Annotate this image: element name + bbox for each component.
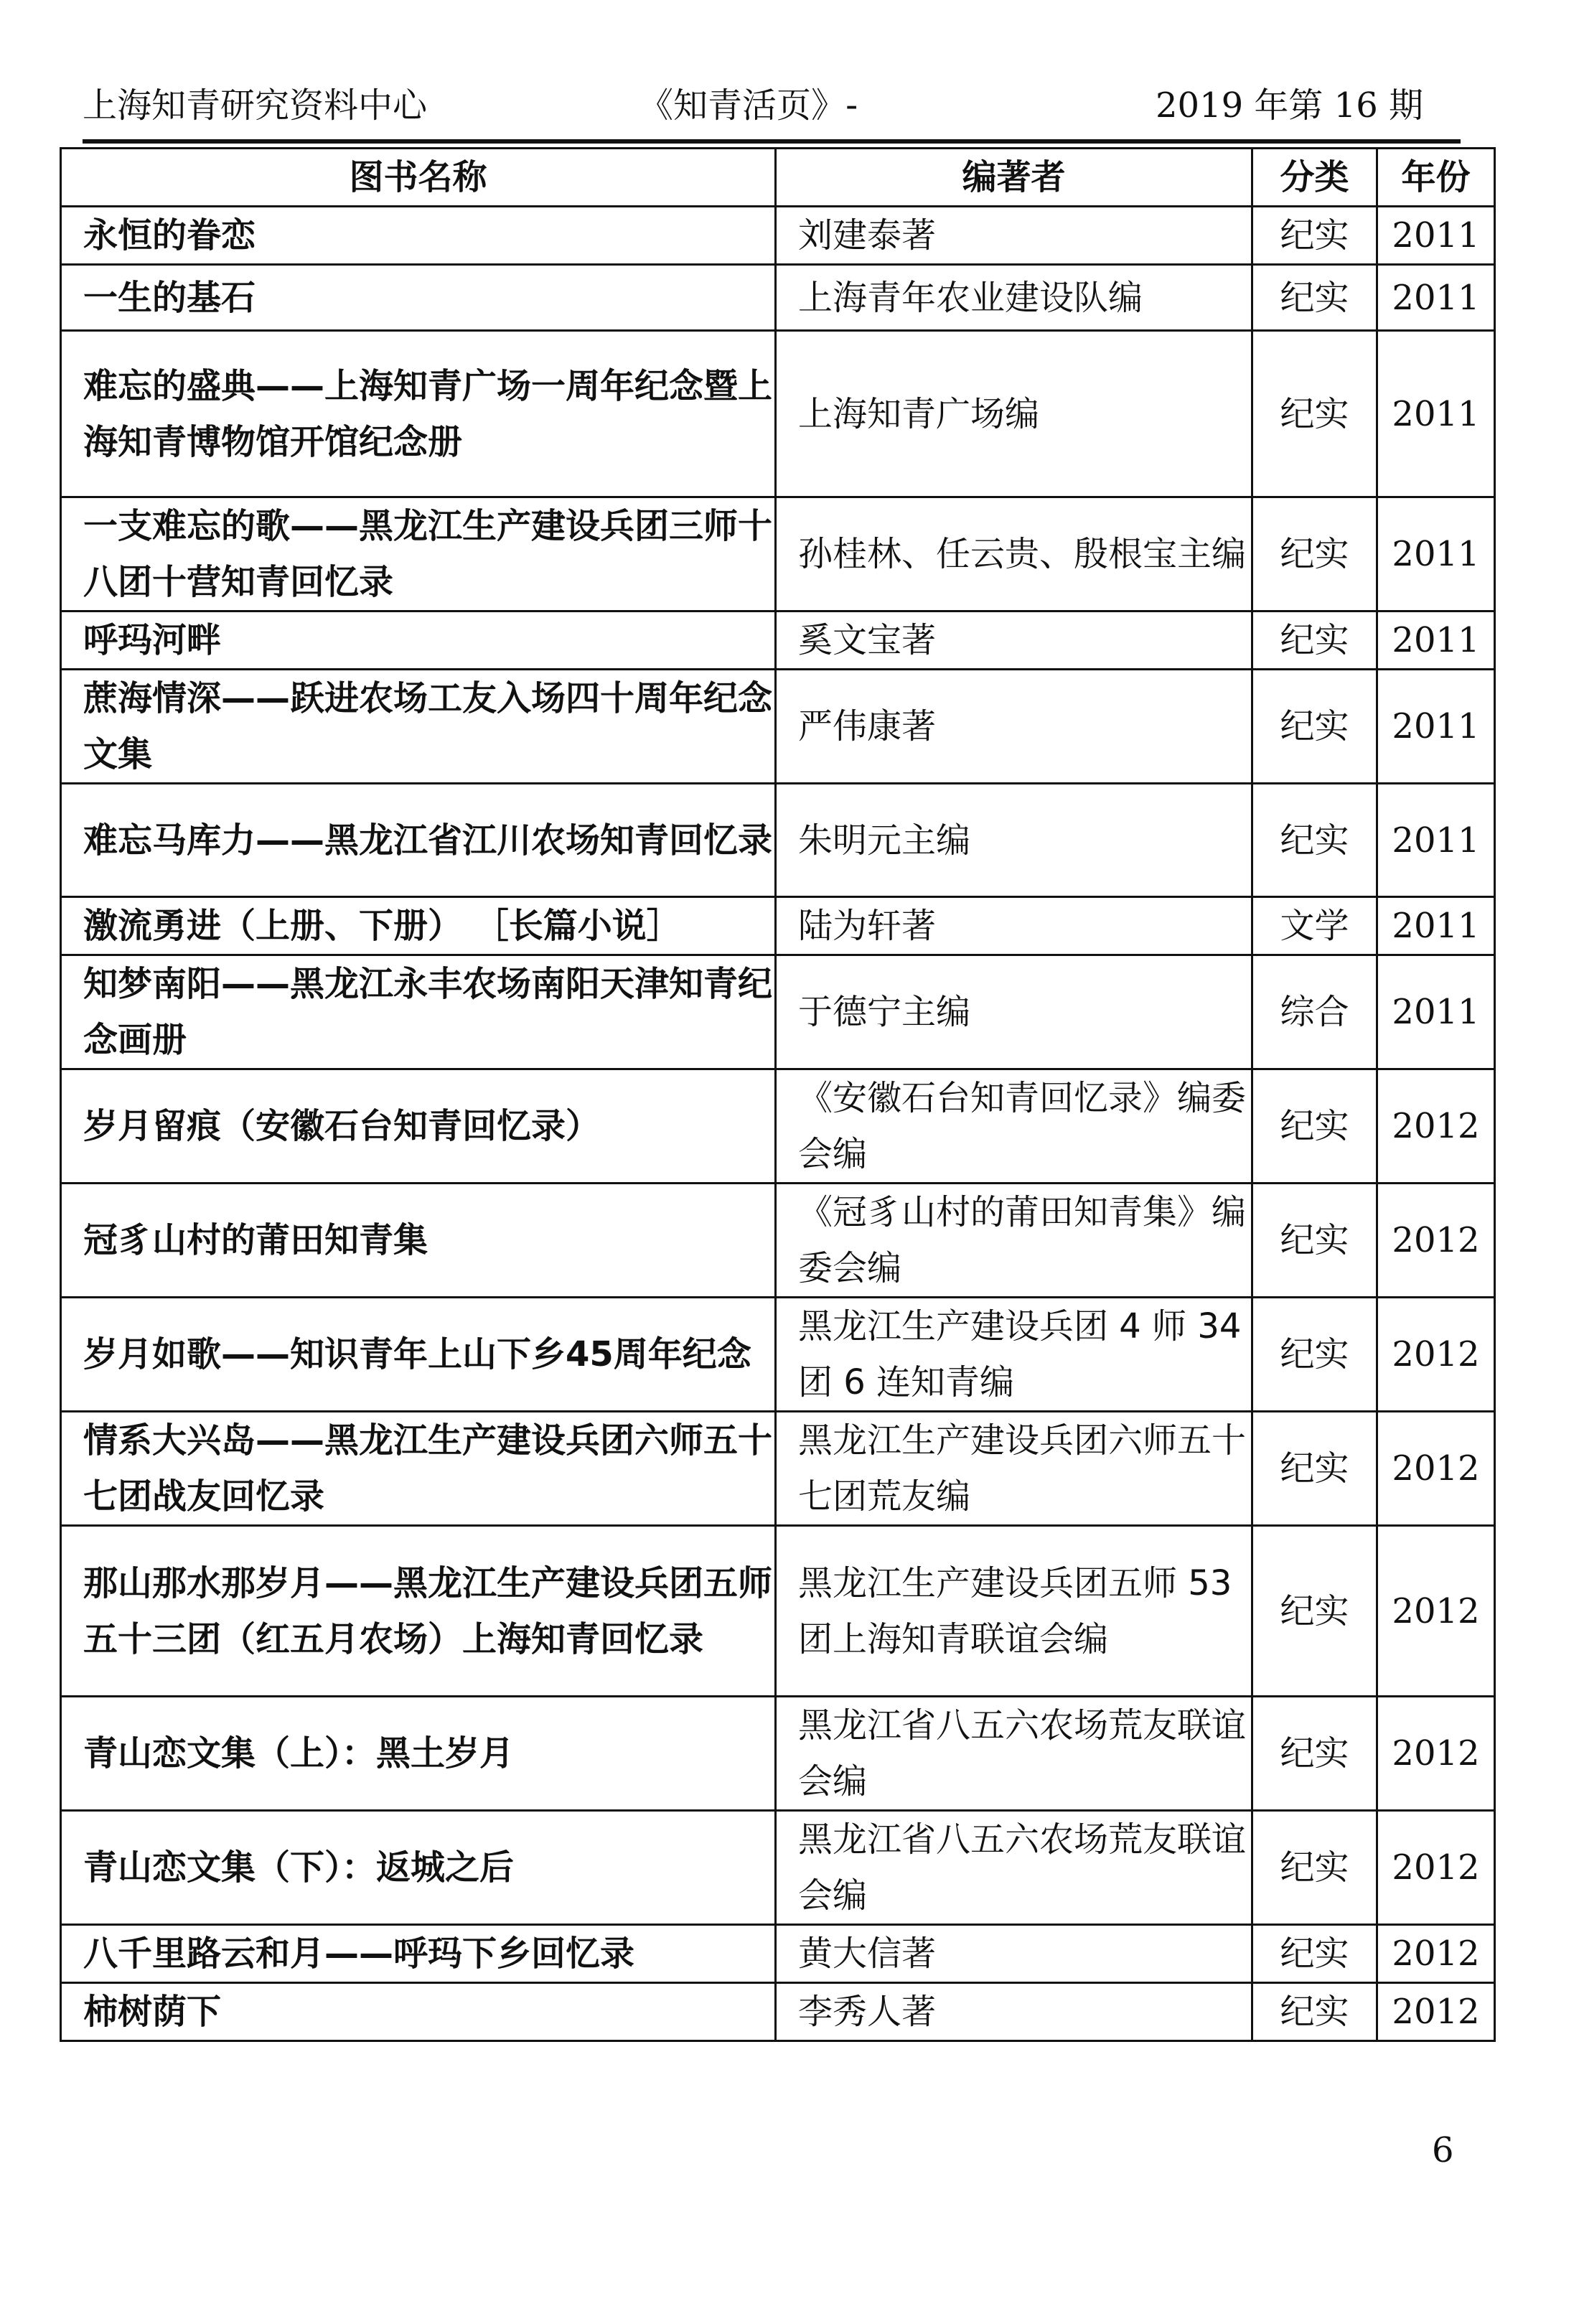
book-year-cell: 2011 [1377, 207, 1495, 265]
book-title-cell: 那山那水那岁月——黑龙江生产建设兵团五师五十三团（红五月农场）上海知青回忆录 [61, 1526, 776, 1697]
book-title-cell: 柿树荫下 [61, 1983, 776, 2041]
table-row [61, 331, 1495, 497]
header-issue: 2019 年第 16 期 [1156, 85, 1424, 126]
book-title-cell: 岁月如歌——知识青年上山下乡45周年纪念 [61, 1298, 776, 1412]
header-rule [83, 139, 1461, 144]
book-category-cell: 纪实 [1252, 207, 1377, 265]
book-year-cell: 2012 [1377, 1697, 1495, 1811]
book-category-cell: 纪实 [1252, 1184, 1377, 1298]
book-category-cell: 纪实 [1252, 1925, 1377, 1983]
book-year-cell: 2011 [1377, 955, 1495, 1069]
book-year-cell: 2012 [1377, 1526, 1495, 1697]
book-category-cell: 纪实 [1252, 1526, 1377, 1697]
book-title-cell: 八千里路云和月——呼玛下乡回忆录 [61, 1925, 776, 1983]
table-row [61, 955, 1495, 1069]
table-row [61, 1811, 1495, 1925]
book-year-cell: 2012 [1377, 1069, 1495, 1184]
table-row [61, 1983, 1495, 2041]
book-author-cell: 黑龙江省八五六农场荒友联谊会编 [776, 1811, 1252, 1925]
book-year-cell: 2012 [1377, 1925, 1495, 1983]
book-year-cell: 2011 [1377, 784, 1495, 897]
book-year-cell: 2011 [1377, 612, 1495, 670]
table-row [61, 670, 1495, 784]
book-category-cell: 纪实 [1252, 1298, 1377, 1412]
book-title-cell: 一支难忘的歌——黑龙江生产建设兵团三师十八团十营知青回忆录 [61, 497, 776, 612]
book-year-cell: 2012 [1377, 1184, 1495, 1298]
book-year-cell: 2012 [1377, 1811, 1495, 1925]
col-header-year: 年份 [1377, 149, 1495, 207]
table-row [61, 784, 1495, 897]
book-author-cell: 《冠豸山村的莆田知青集》编委会编 [776, 1184, 1252, 1298]
book-title-cell: 一生的基石 [61, 265, 776, 331]
book-category-cell: 纪实 [1252, 1811, 1377, 1925]
book-year-cell: 2011 [1377, 897, 1495, 955]
book-category-cell: 纪实 [1252, 612, 1377, 670]
table-row [61, 1412, 1495, 1526]
book-author-cell: 黄大信著 [776, 1925, 1252, 1983]
book-year-cell: 2011 [1377, 670, 1495, 784]
book-author-cell: 朱明元主编 [776, 784, 1252, 897]
book-title-cell: 青山恋文集（上）：黑土岁月 [61, 1697, 776, 1811]
book-author-cell: 上海青年农业建设队编 [776, 265, 1252, 331]
book-title-cell: 难忘马库力——黑龙江省江川农场知青回忆录 [61, 784, 776, 897]
page-header [83, 78, 1446, 135]
col-header-category: 分类 [1252, 149, 1377, 207]
book-title-cell: 蔗海情深——跃进农场工友入场四十周年纪念文集 [61, 670, 776, 784]
book-title-cell: 岁月留痕（安徽石台知青回忆录） [61, 1069, 776, 1184]
book-title-cell: 知梦南阳——黑龙江永丰农场南阳天津知青纪念画册 [61, 955, 776, 1069]
book-category-cell: 纪实 [1252, 1697, 1377, 1811]
book-author-cell: 李秀人著 [776, 1983, 1252, 2041]
book-year-cell: 2011 [1377, 331, 1495, 497]
page-number: 6 [1432, 2130, 1454, 2170]
header-org: 上海知青研究资料中心 [83, 85, 428, 126]
book-category-cell: 纪实 [1252, 331, 1377, 497]
book-author-cell: 黑龙江生产建设兵团六师五十七团荒友编 [776, 1412, 1252, 1526]
book-author-cell: 严伟康著 [776, 670, 1252, 784]
book-category-cell: 文学 [1252, 897, 1377, 955]
col-header-title: 图书名称 [61, 149, 776, 207]
book-year-cell: 2012 [1377, 1412, 1495, 1526]
book-category-cell: 纪实 [1252, 670, 1377, 784]
table-row [61, 897, 1495, 955]
book-category-cell: 纪实 [1252, 1069, 1377, 1184]
book-author-cell: 《安徽石台知青回忆录》编委会编 [776, 1069, 1252, 1184]
table-row [61, 497, 1495, 612]
table-body [61, 207, 1495, 2041]
book-category-cell: 纪实 [1252, 497, 1377, 612]
table-row [61, 1925, 1495, 1983]
book-author-cell: 于德宁主编 [776, 955, 1252, 1069]
book-author-cell: 上海知青广场编 [776, 331, 1252, 497]
book-title-cell: 激流勇进（上册、下册） ［长篇小说］ [61, 897, 776, 955]
book-year-cell: 2012 [1377, 1298, 1495, 1412]
table-row [61, 1697, 1495, 1811]
book-year-cell: 2011 [1377, 265, 1495, 331]
table-header-row [61, 149, 1495, 207]
book-category-cell: 纪实 [1252, 1412, 1377, 1526]
book-category-cell: 纪实 [1252, 1983, 1377, 2041]
book-category-cell: 综合 [1252, 955, 1377, 1069]
book-title-cell: 青山恋文集（下）：返城之后 [61, 1811, 776, 1925]
book-title-cell: 呼玛河畔 [61, 612, 776, 670]
book-title-cell: 难忘的盛典——上海知青广场一周年纪念暨上海知青博物馆开馆纪念册 [61, 331, 776, 497]
table-row [61, 207, 1495, 265]
header-publication: 《知青活页》- [639, 85, 858, 126]
table-row [61, 612, 1495, 670]
book-author-cell: 刘建泰著 [776, 207, 1252, 265]
book-category-cell: 纪实 [1252, 784, 1377, 897]
book-year-cell: 2012 [1377, 1983, 1495, 2041]
table-row [61, 1069, 1495, 1184]
book-author-cell: 黑龙江生产建设兵团五师 53 团上海知青联谊会编 [776, 1526, 1252, 1697]
table-row [61, 265, 1495, 331]
book-author-cell: 黑龙江省八五六农场荒友联谊会编 [776, 1697, 1252, 1811]
book-author-cell: 陆为轩著 [776, 897, 1252, 955]
book-author-cell: 孙桂林、任云贵、殷根宝主编 [776, 497, 1252, 612]
book-author-cell: 黑龙江生产建设兵团 4 师 34 团 6 连知青编 [776, 1298, 1252, 1412]
book-year-cell: 2011 [1377, 497, 1495, 612]
table-row [61, 1184, 1495, 1298]
table-row [61, 1526, 1495, 1697]
col-header-author: 编著者 [776, 149, 1252, 207]
book-table [60, 147, 1496, 2042]
book-title-cell: 永恒的眷恋 [61, 207, 776, 265]
book-title-cell: 情系大兴岛——黑龙江生产建设兵团六师五十七团战友回忆录 [61, 1412, 776, 1526]
book-author-cell: 奚文宝著 [776, 612, 1252, 670]
book-category-cell: 纪实 [1252, 265, 1377, 331]
table-row [61, 1298, 1495, 1412]
book-title-cell: 冠豸山村的莆田知青集 [61, 1184, 776, 1298]
